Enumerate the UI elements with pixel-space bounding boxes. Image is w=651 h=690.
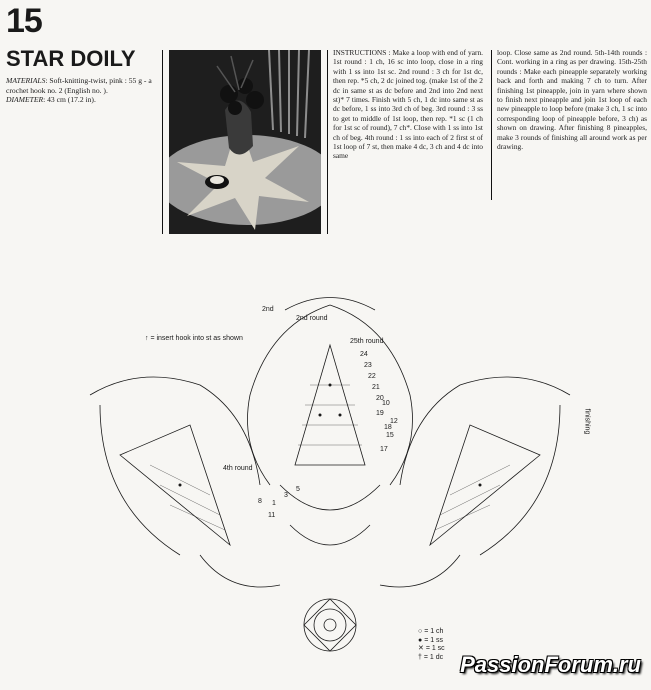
materials-label: MATERIALS xyxy=(6,76,46,85)
label-round-5: 5 xyxy=(296,486,300,493)
legend-dc: † = 1 dc xyxy=(418,653,444,661)
label-round-24: 24 xyxy=(360,351,368,358)
label-4th-round: 4th round xyxy=(223,465,253,472)
insert-note: ↑ = insert hook into st as shown xyxy=(145,335,243,342)
legend-ch: ○ = 1 ch xyxy=(418,628,444,635)
label-round-17: 17 xyxy=(380,446,388,453)
crochet-chart xyxy=(80,285,600,655)
label-round-3: 3 xyxy=(284,492,288,499)
label-2nd: 2nd xyxy=(262,306,274,313)
label-round-21: 21 xyxy=(372,384,380,391)
label-round-19: 19 xyxy=(376,410,384,417)
instructions-column-2: loop. Close same as 2nd round. 5th-14th rounds : Cont. working in a ring as per drawing. 15th-25th rounds : Make each pineapple separately working back and forth and making 7 ch to turn. After finishing 1st pineapple, join in yarn where shown to finish next pineapple and join 1st loop of each new pineapple to loop before (make 3 ch, 1 sc into corresponding loop of pineapple before, 3 ch) as shown on drawing. After finishing 8 pineapples, make 3 rounds of finishing all around work as per drawing. xyxy=(497,48,647,152)
divider-middle xyxy=(327,50,328,234)
label-round-10: 10 xyxy=(382,400,390,407)
watermark: PassionForum.ru xyxy=(460,652,641,677)
label-round-1: 1 xyxy=(272,500,276,507)
label-2nd-round: 2nd round xyxy=(296,315,328,322)
photo-illustration xyxy=(169,50,321,234)
label-finishing: finishing xyxy=(583,408,591,435)
label-round-15: 15 xyxy=(386,432,394,439)
label-round-8: 8 xyxy=(258,498,262,505)
label-round-22: 22 xyxy=(368,373,376,380)
divider-left xyxy=(162,50,163,234)
legend-sc: ✕ = 1 sc xyxy=(418,645,445,652)
doily-photo xyxy=(169,50,321,234)
page-title: STAR DOILY xyxy=(6,46,136,71)
label-round-18: 18 xyxy=(384,424,392,431)
materials-text: : Soft-knitting-twist, pink : 55 g - a crochet hook no. 2 (English no. ). xyxy=(6,76,152,95)
label-round-11: 11 xyxy=(268,512,276,519)
diameter-label: DIAMETER xyxy=(6,95,44,105)
symbol-legend xyxy=(418,628,445,662)
divider-right xyxy=(491,50,492,200)
label-round-23: 23 xyxy=(364,362,372,369)
label-round-12: 12 xyxy=(390,418,398,425)
page-number: 15 xyxy=(6,2,42,40)
materials-block xyxy=(6,76,156,105)
legend-ss: ● = 1 ss xyxy=(418,636,444,644)
label-25th-round: 25th round xyxy=(350,338,384,345)
instructions-column-1: INSTRUCTIONS : Make a loop with end of yarn. 1st round : 1 ch, 16 sc into loop, close in a ring with 1 ss into 1st sc. 2nd round : 3 ch for 1st dc, then rep. *5 ch, 2 dc joined tog. (make 1st of the 2 dc in same st as dc before and 2nd into 2nd next st)* 7 times. Finish with 5 ch, 1 dc into same st as dc before, 1 ss into 3rd ch of beg. 3rd round : 3 ss to get to middle of 1st loop, then rep. *1 sc (1 ch for 1st sc of round), 7 ch*. Close with 1 ss into 1st ch of beg. 4th round : 1 ss into each of 2 first st of 1st loop of 7 st, then make 4 dc, 3 ch and 4 dc into same xyxy=(333,48,483,161)
diameter-text: : 43 cm (17.2 in). xyxy=(43,95,96,105)
label-round-20: 20 xyxy=(376,395,384,402)
